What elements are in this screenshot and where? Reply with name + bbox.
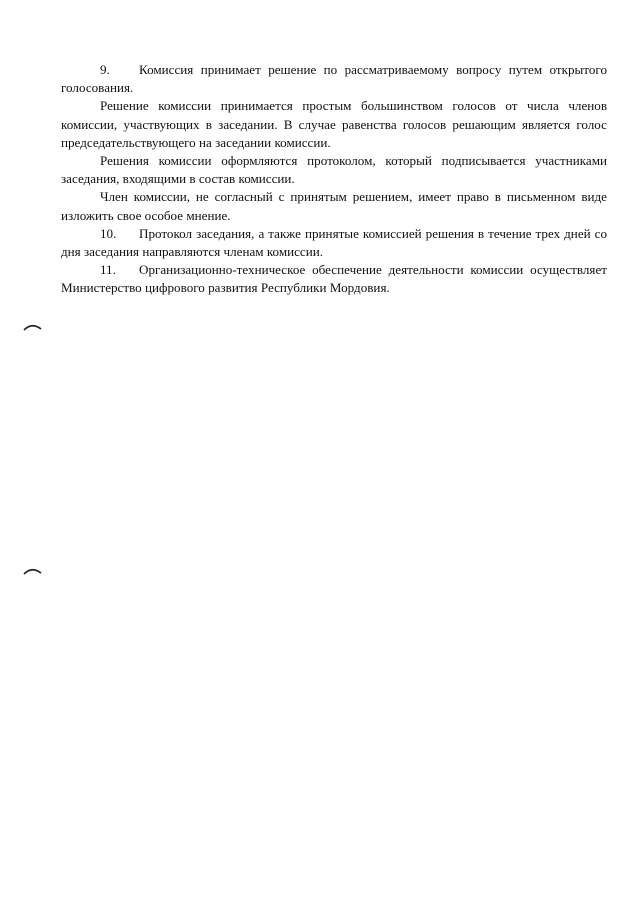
paragraph-dissenting-opinion xyxy=(61,188,607,224)
document-body xyxy=(61,61,607,298)
paragraph-text: Комиссия принимает решение по рассматриваемому вопросу путем открытого голосования. xyxy=(61,62,607,96)
paragraph-text: Решения комиссии оформляются протоколом, который подписывается участниками заседания, входящими в состав комиссии. xyxy=(61,153,607,187)
paragraph-number: 11. xyxy=(100,262,116,278)
paragraph-text: Организационно-техническое обеспечение деятельности комиссии осуществляет Министерство цифрового развития Республики Мордовия. xyxy=(61,262,607,296)
paragraph-item-10 xyxy=(61,225,607,261)
paragraph-number: 9. xyxy=(100,62,110,77)
paragraph-decision-protocol xyxy=(61,152,607,188)
paragraph-item-9 xyxy=(61,61,607,97)
paragraph-text: Член комиссии, не согласный с принятым решением, имеет право в письменном виде изложить свое особое мнение. xyxy=(61,189,607,223)
paragraph-text: Решение комиссии принимается простым большинством голосов от числа членов комиссии, участвующих в заседании. В случае равенства голосов решающим является голос председательствующего на заседании комиссии. xyxy=(61,98,607,150)
paragraph-text: Протокол заседания, а также принятые комиссией решения в течение трех дней со дня заседания направляются членам комиссии. xyxy=(61,225,607,260)
paragraph-decision-majority xyxy=(61,97,607,152)
paragraph-number: 10. xyxy=(100,225,117,241)
punch-hole-arc-icon xyxy=(22,322,44,332)
paragraph-item-11 xyxy=(61,261,607,297)
punch-hole-arc-icon xyxy=(22,566,44,576)
